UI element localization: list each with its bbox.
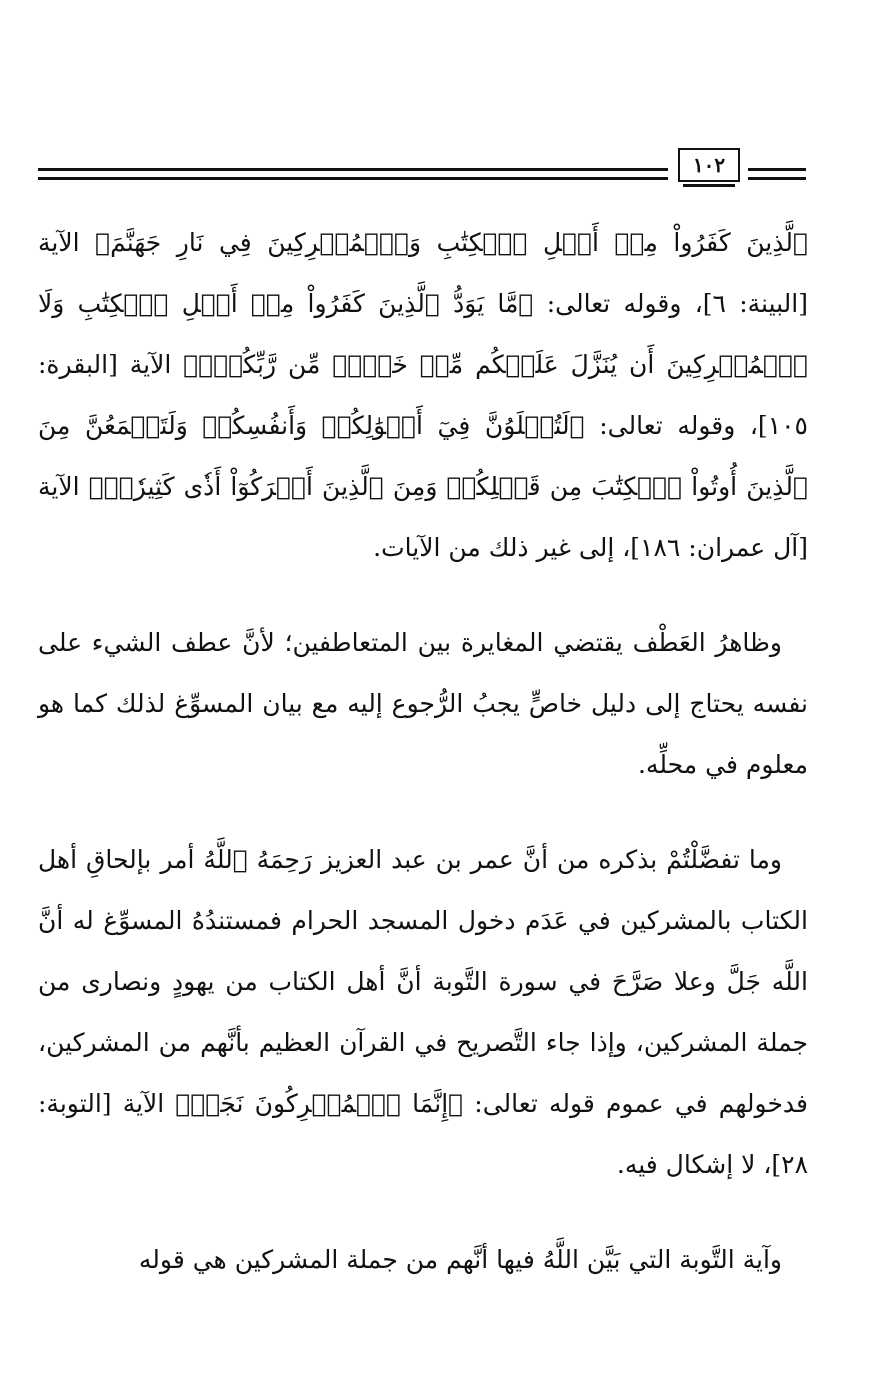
paragraph-tawbah-verse: وآية التَّوبة التي بَيَّن اللَّهُ فيها أنَّهم من جملة المشركين هي قوله [138,1245,782,1274]
paragraph-umar-ruling: وما تفضَّلْتُمْ بذكره من أنَّ عمر بن عبد العزيز رَحِمَهُ ٱللَّهُ أمر بإلحاقِ أهل الكتاب بالمشركين في عَدَم دخول المسجد الحرام فمستندُهُ المسوِّغ له أنَّ اللَّه جَلَّ وعلا صَرَّحَ في سورة التَّوبة أنَّ أهل الكتاب من يهودٍ ونصارى من جملة المشركين، وإذا جاء التَّصريح في القرآن العظيم بأنَّهم من المشركين، فدخولهم في عموم قوله تعالى: ﴿إِنَّمَا ٱلۡمُشۡرِكُونَ نَجَسٞ﴾ الآية [التوبة: ٢٨]، لا إشكال فيه. [38,845,808,1179]
paragraph-conjunction-rule: وظاهرُ العَطْف يقتضي المغايرة بين المتعاطفين؛ لأنَّ عطف الشيء على نفسه يحتاج إلى دليل خاصٍّ يجبُ الرُّجوع إليه مع بيان المسوِّغ لذلك كما هو معلوم في محلِّه. [38,628,808,779]
page-header [38,148,806,188]
paragraph-quran-citations: ٱلَّذِينَ كَفَرُواْ مِنۡ أَهۡلِ ٱلۡكِتَٰبِ وَٱلۡمُشۡرِكِينَ فِي نَارِ جَهَنَّمَ﴾ الآية [البينة: ٦]، وقوله تعالى: ﴿مَّا يَوَدُّ ٱلَّذِينَ كَفَرُواْ مِنۡ أَهۡلِ ٱلۡكِتَٰبِ وَلَا ٱلۡمُشۡرِكِينَ أَن يُنَزَّلَ عَلَيۡكُم مِّنۡ خَيۡرٖ مِّن رَّبِّكُمۡۚ﴾ الآية [البقرة: ١٠٥]، وقوله تعالى: ﴿لَتُبۡلَوُنَّ فِيٓ أَمۡوَٰلِكُمۡ وَأَنفُسِكُمۡ وَلَتَسۡمَعُنَّ مِنَ ٱلَّذِينَ أُوتُواْ ٱلۡكِتَٰبَ مِن قَبۡلِكُمۡ وَمِنَ ٱلَّذِينَ أَشۡرَكُوٓاْ أَذٗى كَثِيرٗاۚ﴾ الآية [آل عمران: ١٨٦]، إلى غير ذلك من الآيات. [38,228,808,562]
page-number: ١٠٢ [678,148,740,182]
header-double-rule-left [38,168,668,180]
page-body [38,212,808,1324]
header-double-rule-right [748,168,806,180]
